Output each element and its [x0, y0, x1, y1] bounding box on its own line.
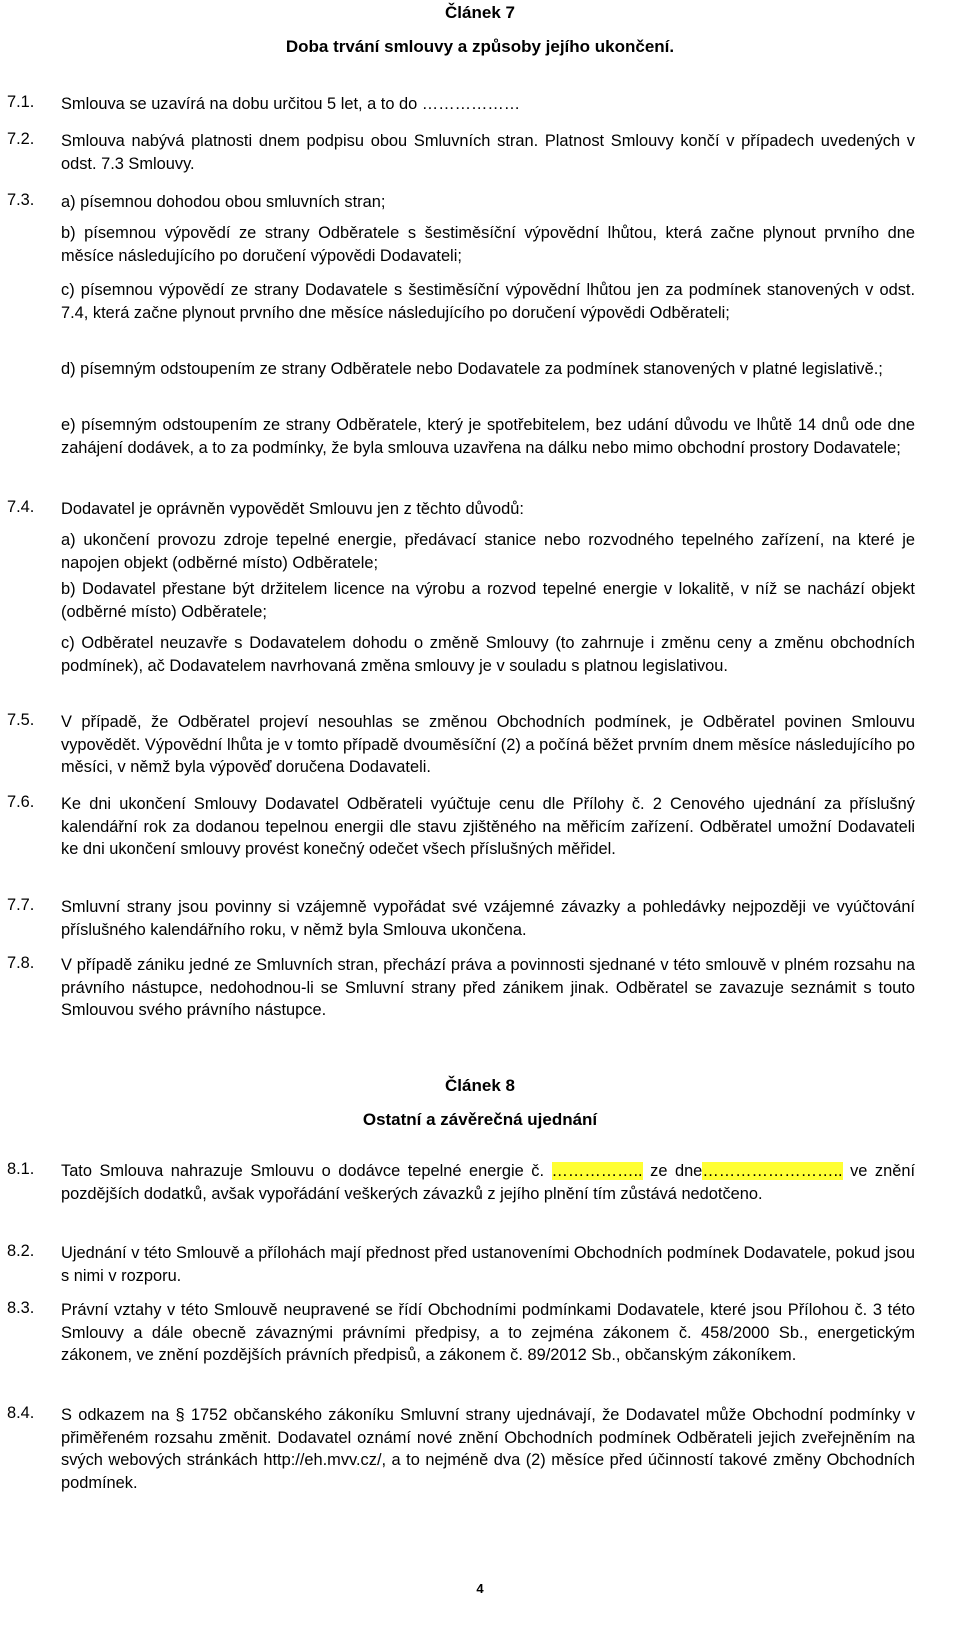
article-8-subtitle: Ostatní a závěrečná ujednání — [362, 1110, 598, 1129]
section-text: Právní vztahy v této Smlouvě neupravené se řídí Obchodními podmínkami Dodavatele, které jsou Přílohou č. 3 této Smlouvy a dále obecně závaznými právními předpisy, a to zejména zákonem č. 458/2000 Sb., energetickým zákonem, ve znění pozdějších právních předpisů, a zákonem č. 89/2012 Sb., občanským zákoníkem. — [61, 1301, 915, 1364]
list-item-b: b) Dodavatel přestane být držitelem licence na výrobu a rozvod tepelné energie v lokalitě, v níž se nachází objekt (odběrné místo) Odběratele; — [61, 580, 915, 621]
section-number: 7.8. — [7, 954, 35, 972]
section-number: 7.3. — [7, 191, 35, 209]
list-item-c: c) Odběratel neuzavře s Dodavatelem dohodu o změně Smlouvy (to zahrnuje i změnu ceny a změnu obchodních podmínek), ač Dodavatelem navrhovaná změna smlouvy je v souladu s platnou legislativou. — [61, 634, 915, 675]
section-text: Ujednání v této Smlouvě a přílohách mají přednost před ustanoveními Obchodních podmínek Dodavatele, pokud jsou s nimi v rozporu. — [61, 1244, 915, 1285]
list-item-b: b) písemnou výpovědí ze strany Odběratele s šestiměsíční výpovědní lhůtou, která začne plynout prvního dne měsíce následujícího po doručení výpovědi Dodavateli; — [61, 224, 915, 265]
section-number: 8.3. — [7, 1299, 35, 1317]
text-segment: ze dne — [642, 1162, 703, 1180]
section-number: 7.4. — [7, 498, 35, 516]
section-text: V případě, že Odběratel projeví nesouhlas se změnou Obchodních podmínek, je Odběratel povinen Smlouvu vypovědět. Výpovědní lhůta je v tomto případě dvouměsíční (2) a počíná běžet prvním dnem měsíce následujícího po měsíci, v němž byla výpověď doručena Dodavateli. — [61, 713, 915, 776]
article-7-title: Článek 7 — [445, 3, 515, 22]
list-item-d: d) písemným odstoupením ze strany Odběratele nebo Dodavatele za podmínek stanovených v platné legislativě.; — [61, 360, 883, 378]
section-number: 8.2. — [7, 1242, 35, 1260]
section-number: 8.4. — [7, 1404, 35, 1422]
list-item-a: a) ukončení provozu zdroje tepelné energie, předávací stanice nebo rozvodného tepelného zařízení, na které je napojen objekt (odběrné místo) Odběratele; — [61, 531, 915, 572]
section-text: Smlouva nabývá platnosti dnem podpisu obou Smluvních stran. Platnost Smlouvy končí v případech uvedených v odst. 7.3 Smlouvy. — [61, 132, 915, 173]
section-text: V případě zániku jedné ze Smluvních stran, přechází práva a povinnosti sjednané v této smlouvě v plném rozsahu na právního nástupce, nedohodnou-li se Smluvní strany před zánikem jinak. Odběratel se zavazuje seznámit s touto Smlouvou svého právního nástupce. — [61, 956, 915, 1019]
section-text: Ke dni ukončení Smlouvy Dodavatel Odběrateli vyúčtuje cenu dle Přílohy č. 2 Cenového ujednání za příslušný kalendářní rok za dodanou tepelnou energii dle stavu zjištěného na měřicím zařízení. Odběratel umožní Dodavateli ke dni ukončení smlouvy provést konečný odečet všech příslušných měřidel. — [61, 795, 915, 858]
section-number: 7.5. — [7, 711, 35, 729]
highlighted-placeholder: …………………….. — [702, 1162, 843, 1180]
section-number: 8.1. — [7, 1160, 35, 1178]
list-item-a: a) písemnou dohodou obou smluvních stran; — [61, 193, 386, 211]
section-number: 7.6. — [7, 793, 35, 811]
section-number: 7.1. — [7, 93, 35, 111]
section-text: Smlouva se uzavírá na dobu určitou 5 let, a to do ……………… — [61, 95, 521, 113]
text-segment: ve znění pozdějších dodatků, avšak vypořádání veškerých závazků z jejího plnění tím zůstává nedotčeno. — [61, 1162, 916, 1203]
section-text: S odkazem na § 1752 občanského zákoníku Smluvní strany ujednávají, že Dodavatel může Obchodní podmínky v přiměřeném rozsahu změnit. Dodavatel oznámí nové znění Obchodních podmínek Odběrateli jejich zveřejněním na svých webových stránkách http://eh.mvv.cz/, a to nejméně dva (2) měsíce před účinností takové změny Obchodních podmínek. — [61, 1406, 915, 1492]
section-number: 7.2. — [7, 130, 35, 148]
section-number: 7.7. — [7, 896, 35, 914]
section-intro: Dodavatel je oprávněn vypovědět Smlouvu jen z těchto důvodů: — [61, 500, 524, 518]
highlighted-placeholder: …………….. — [551, 1162, 643, 1180]
text-segment: Tato Smlouva nahrazuje Smlouvu o dodávce tepelné energie č. — [61, 1162, 552, 1180]
article-7-subtitle: Doba trvání smlouvy a způsoby jejího ukončení. — [285, 37, 675, 56]
list-item-c: c) písemnou výpovědí ze strany Dodavatele s šestiměsíční výpovědní lhůtou jen za podmínek stanovených v odst. 7.4, která začne plynout prvního dne měsíce následujícího po doručení výpovědi Odběrateli; — [61, 281, 915, 322]
list-item-e: e) písemným odstoupením ze strany Odběratele, který je spotřebitelem, bez udání důvodu ve lhůtě 14 dnů ode dne zahájení dodávek, a to za podmínky, že byla smlouva uzavřena na dálku nebo mimo obchodní prostory Dodavatele; — [61, 416, 915, 457]
section-text: Smluvní strany jsou povinny si vzájemně vypořádat své vzájemné závazky a pohledávky nejpozději ve vyúčtování příslušného kalendářního roku, v němž byla Smlouva ukončena. — [61, 898, 915, 939]
section-text — [61, 1160, 915, 1205]
page-number: 4 — [476, 1581, 484, 1596]
article-8-title: Článek 8 — [445, 1076, 515, 1095]
